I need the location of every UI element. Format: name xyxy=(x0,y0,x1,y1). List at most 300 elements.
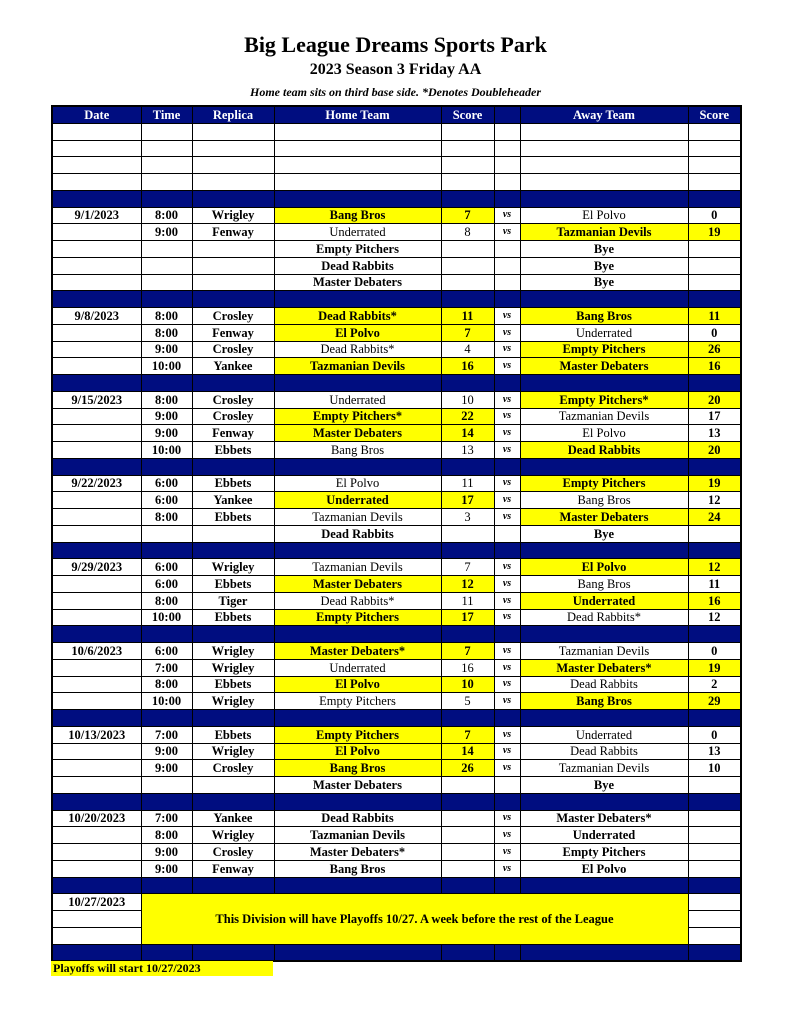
game-row xyxy=(52,609,741,626)
home-team-cell: Dead Rabbits* xyxy=(274,592,441,609)
replica-cell: Crosley xyxy=(192,341,274,358)
date-cell xyxy=(52,911,141,928)
home-score-cell: 10 xyxy=(441,391,494,408)
date-cell xyxy=(52,224,141,241)
date-cell xyxy=(52,777,141,794)
separator-cell xyxy=(52,542,141,559)
date-cell xyxy=(52,425,141,442)
separator-cell xyxy=(52,710,141,727)
separator-cell xyxy=(274,291,441,308)
separator-cell xyxy=(520,710,688,727)
away-score-cell: 11 xyxy=(688,308,741,325)
separator-cell xyxy=(441,793,494,810)
away-team-cell: Dead Rabbits xyxy=(520,743,688,760)
time-cell: 9:00 xyxy=(141,743,192,760)
empty-cell xyxy=(520,174,688,191)
home-score-cell xyxy=(441,241,494,258)
game-row xyxy=(52,207,741,224)
date-cell: 9/8/2023 xyxy=(52,308,141,325)
home-team-cell: Underrated xyxy=(274,659,441,676)
empty-cell xyxy=(441,174,494,191)
separator-cell xyxy=(141,190,192,207)
game-row xyxy=(52,860,741,877)
separator-cell xyxy=(520,375,688,392)
date-cell xyxy=(52,257,141,274)
vs-cell: vs xyxy=(494,559,520,576)
replica-cell: Ebbets xyxy=(192,676,274,693)
page-subtitle: 2023 Season 3 Friday AA xyxy=(309,61,482,78)
separator-cell xyxy=(688,291,741,308)
home-team-cell: Bang Bros xyxy=(274,442,441,459)
game-row xyxy=(52,844,741,861)
game-row xyxy=(52,559,741,576)
replica-cell: Crosley xyxy=(192,844,274,861)
home-team-cell: Master Debaters* xyxy=(274,643,441,660)
home-team-cell: Empty Pitchers xyxy=(274,241,441,258)
col-home-team: Home Team xyxy=(274,106,441,123)
date-cell xyxy=(52,525,141,542)
vs-cell: vs xyxy=(494,676,520,693)
separator-cell xyxy=(274,944,441,961)
away-team-cell: El Polvo xyxy=(520,425,688,442)
away-score-cell xyxy=(688,810,741,827)
separator-cell xyxy=(688,793,741,810)
empty-cell xyxy=(441,140,494,157)
separator-cell xyxy=(520,877,688,894)
home-team-cell: El Polvo xyxy=(274,743,441,760)
home-score-cell xyxy=(441,827,494,844)
replica-cell: Yankee xyxy=(192,358,274,375)
separator-cell xyxy=(141,877,192,894)
separator-cell xyxy=(52,877,141,894)
time-cell: 9:00 xyxy=(141,224,192,241)
away-team-cell: Underrated xyxy=(520,324,688,341)
away-team-cell: Bang Bros xyxy=(520,576,688,593)
away-score-cell: 20 xyxy=(688,391,741,408)
empty-cell xyxy=(192,140,274,157)
home-team-cell: Bang Bros xyxy=(274,860,441,877)
away-score-cell: 0 xyxy=(688,643,741,660)
empty-cell xyxy=(520,140,688,157)
empty-cell xyxy=(494,174,520,191)
game-row xyxy=(52,576,741,593)
separator-cell xyxy=(52,375,141,392)
home-score-cell: 11 xyxy=(441,592,494,609)
game-row xyxy=(52,442,741,459)
separator-cell xyxy=(141,375,192,392)
home-score-cell: 12 xyxy=(441,576,494,593)
time-cell: 8:00 xyxy=(141,308,192,325)
time-cell: 9:00 xyxy=(141,844,192,861)
home-score-cell: 22 xyxy=(441,408,494,425)
time-cell: 8:00 xyxy=(141,324,192,341)
replica-cell: Wrigley xyxy=(192,659,274,676)
game-row xyxy=(52,475,741,492)
away-score-cell: 0 xyxy=(688,726,741,743)
empty-cell xyxy=(274,157,441,174)
replica-cell: Crosley xyxy=(192,408,274,425)
game-row xyxy=(52,659,741,676)
date-cell xyxy=(52,408,141,425)
replica-cell: Wrigley xyxy=(192,827,274,844)
playoff-row xyxy=(52,894,741,911)
empty-cell xyxy=(52,140,141,157)
home-score-cell: 11 xyxy=(441,308,494,325)
away-team-cell: Bang Bros xyxy=(520,693,688,710)
vs-cell: vs xyxy=(494,827,520,844)
date-cell: 9/22/2023 xyxy=(52,475,141,492)
col-home-score: Score xyxy=(441,106,494,123)
separator-cell xyxy=(52,190,141,207)
away-score-cell: 2 xyxy=(688,676,741,693)
separator-cell xyxy=(494,190,520,207)
empty-cell xyxy=(520,157,688,174)
empty-cell xyxy=(141,174,192,191)
home-team-cell: Tazmanian Devils xyxy=(274,509,441,526)
time-cell xyxy=(141,274,192,291)
bye-row xyxy=(52,257,741,274)
away-team-cell: Bye xyxy=(520,777,688,794)
away-team-cell: Empty Pitchers xyxy=(520,475,688,492)
replica-cell: Wrigley xyxy=(192,693,274,710)
home-team-cell: Dead Rabbits xyxy=(274,810,441,827)
date-cell xyxy=(52,492,141,509)
empty-cell xyxy=(274,140,441,157)
date-cell: 10/20/2023 xyxy=(52,810,141,827)
empty-cell xyxy=(688,174,741,191)
home-score-cell: 26 xyxy=(441,760,494,777)
vs-cell: vs xyxy=(494,492,520,509)
away-score-cell: 13 xyxy=(688,743,741,760)
separator-cell xyxy=(520,542,688,559)
date-cell: 10/6/2023 xyxy=(52,643,141,660)
empty-cell xyxy=(494,157,520,174)
time-cell xyxy=(141,777,192,794)
replica-cell: Wrigley xyxy=(192,743,274,760)
empty-cell xyxy=(441,123,494,140)
game-row xyxy=(52,743,741,760)
game-row xyxy=(52,308,741,325)
away-score-cell: 24 xyxy=(688,509,741,526)
empty-cell xyxy=(520,123,688,140)
separator-cell xyxy=(494,710,520,727)
home-team-cell: El Polvo xyxy=(274,324,441,341)
vs-cell: vs xyxy=(494,308,520,325)
home-team-cell: Dead Rabbits* xyxy=(274,341,441,358)
home-score-cell: 7 xyxy=(441,726,494,743)
col-away-score: Score xyxy=(688,106,741,123)
away-score-cell: 16 xyxy=(688,592,741,609)
time-cell: 10:00 xyxy=(141,693,192,710)
game-row xyxy=(52,810,741,827)
away-score-cell xyxy=(688,274,741,291)
playoffs-footer-note: Playoffs will start 10/27/2023 xyxy=(51,961,273,976)
empty-cell xyxy=(274,123,441,140)
time-cell: 6:00 xyxy=(141,559,192,576)
date-cell xyxy=(52,324,141,341)
home-team-cell: Master Debaters xyxy=(274,576,441,593)
schedule-table xyxy=(51,105,742,962)
vs-cell: vs xyxy=(494,760,520,777)
separator-cell xyxy=(688,944,741,961)
away-team-cell: Tazmanian Devils xyxy=(520,224,688,241)
week-separator xyxy=(52,793,741,810)
empty-cell xyxy=(52,157,141,174)
time-cell: 10:00 xyxy=(141,609,192,626)
replica-cell xyxy=(192,777,274,794)
date-cell xyxy=(52,592,141,609)
blank-row xyxy=(52,174,741,191)
col-date: Date xyxy=(52,106,141,123)
page-title: Big League Dreams Sports Park xyxy=(244,32,547,57)
replica-cell: Fenway xyxy=(192,425,274,442)
game-row xyxy=(52,760,741,777)
time-cell: 7:00 xyxy=(141,810,192,827)
game-row xyxy=(52,492,741,509)
vs-cell: vs xyxy=(494,643,520,660)
home-team-cell: Dead Rabbits* xyxy=(274,308,441,325)
game-row xyxy=(52,827,741,844)
away-team-cell: Master Debaters* xyxy=(520,659,688,676)
home-score-cell: 7 xyxy=(441,207,494,224)
week-separator xyxy=(52,626,741,643)
home-score-cell: 5 xyxy=(441,693,494,710)
away-team-cell: Master Debaters xyxy=(520,358,688,375)
empty-cell xyxy=(141,123,192,140)
separator-cell xyxy=(192,877,274,894)
vs-cell: vs xyxy=(494,442,520,459)
week-separator xyxy=(52,375,741,392)
vs-cell: vs xyxy=(494,576,520,593)
away-score-cell: 13 xyxy=(688,425,741,442)
bye-row xyxy=(52,525,741,542)
away-team-cell: Bang Bros xyxy=(520,492,688,509)
away-team-cell: Master Debaters xyxy=(520,509,688,526)
game-row xyxy=(52,408,741,425)
separator-cell xyxy=(52,793,141,810)
separator-cell xyxy=(141,542,192,559)
separator-cell xyxy=(141,710,192,727)
home-score-cell xyxy=(441,860,494,877)
vs-cell xyxy=(494,525,520,542)
separator-cell xyxy=(441,458,494,475)
time-cell: 8:00 xyxy=(141,592,192,609)
away-score-cell xyxy=(688,911,741,928)
date-cell xyxy=(52,760,141,777)
empty-cell xyxy=(192,157,274,174)
away-score-cell xyxy=(688,257,741,274)
home-team-cell: Bang Bros xyxy=(274,207,441,224)
vs-cell xyxy=(494,777,520,794)
separator-cell xyxy=(274,793,441,810)
away-team-cell: El Polvo xyxy=(520,207,688,224)
away-score-cell: 19 xyxy=(688,475,741,492)
away-score-cell: 0 xyxy=(688,207,741,224)
time-cell: 8:00 xyxy=(141,391,192,408)
empty-cell xyxy=(192,123,274,140)
time-cell: 10:00 xyxy=(141,442,192,459)
game-row xyxy=(52,224,741,241)
separator-cell xyxy=(274,710,441,727)
separator-cell xyxy=(192,458,274,475)
replica-cell: Yankee xyxy=(192,810,274,827)
separator-cell xyxy=(441,291,494,308)
replica-cell: Ebbets xyxy=(192,442,274,459)
col-away-team: Away Team xyxy=(520,106,688,123)
home-team-cell: Master Debaters xyxy=(274,425,441,442)
replica-cell: Crosley xyxy=(192,308,274,325)
away-team-cell: Empty Pitchers xyxy=(520,341,688,358)
away-score-cell: 12 xyxy=(688,609,741,626)
replica-cell: Fenway xyxy=(192,324,274,341)
separator-cell xyxy=(141,626,192,643)
date-cell xyxy=(52,693,141,710)
replica-cell: Fenway xyxy=(192,860,274,877)
separator-cell xyxy=(192,944,274,961)
game-row xyxy=(52,726,741,743)
separator-cell xyxy=(441,190,494,207)
home-score-cell: 13 xyxy=(441,442,494,459)
home-score-cell: 16 xyxy=(441,358,494,375)
separator-cell xyxy=(494,291,520,308)
date-cell xyxy=(52,341,141,358)
home-team-cell: Tazmanian Devils xyxy=(274,559,441,576)
date-cell: 9/15/2023 xyxy=(52,391,141,408)
away-team-cell: Empty Pitchers* xyxy=(520,391,688,408)
time-cell xyxy=(141,525,192,542)
away-score-cell: 11 xyxy=(688,576,741,593)
home-score-cell xyxy=(441,777,494,794)
week-separator xyxy=(52,542,741,559)
home-team-cell: Underrated xyxy=(274,224,441,241)
home-team-cell: Empty Pitchers xyxy=(274,693,441,710)
date-cell xyxy=(52,358,141,375)
away-score-cell: 19 xyxy=(688,659,741,676)
home-score-cell: 14 xyxy=(441,425,494,442)
home-score-cell: 11 xyxy=(441,475,494,492)
vs-cell: vs xyxy=(494,509,520,526)
date-cell: 10/13/2023 xyxy=(52,726,141,743)
col-vs xyxy=(494,106,520,123)
away-score-cell: 29 xyxy=(688,693,741,710)
away-score-cell: 26 xyxy=(688,341,741,358)
separator-cell xyxy=(494,458,520,475)
date-cell: 10/27/2023 xyxy=(52,894,141,911)
replica-cell xyxy=(192,241,274,258)
empty-cell xyxy=(494,123,520,140)
vs-cell: vs xyxy=(494,659,520,676)
home-team-cell: Master Debaters* xyxy=(274,844,441,861)
separator-cell xyxy=(52,458,141,475)
date-cell xyxy=(52,659,141,676)
away-team-cell: Tazmanian Devils xyxy=(520,643,688,660)
date-cell xyxy=(52,743,141,760)
separator-cell xyxy=(494,793,520,810)
vs-cell: vs xyxy=(494,592,520,609)
date-cell xyxy=(52,442,141,459)
home-score-cell xyxy=(441,274,494,291)
separator-cell xyxy=(274,375,441,392)
separator-cell xyxy=(274,877,441,894)
blank-row xyxy=(52,140,741,157)
replica-cell xyxy=(192,257,274,274)
away-score-cell: 10 xyxy=(688,760,741,777)
empty-cell xyxy=(688,140,741,157)
header-row xyxy=(52,106,741,123)
time-cell: 7:00 xyxy=(141,659,192,676)
home-score-cell: 14 xyxy=(441,743,494,760)
separator-cell xyxy=(274,458,441,475)
away-score-cell xyxy=(688,927,741,944)
time-cell: 8:00 xyxy=(141,207,192,224)
away-team-cell: Bye xyxy=(520,525,688,542)
separator-cell xyxy=(688,710,741,727)
vs-cell: vs xyxy=(494,341,520,358)
away-score-cell xyxy=(688,525,741,542)
vs-cell: vs xyxy=(494,693,520,710)
date-cell xyxy=(52,274,141,291)
game-row xyxy=(52,324,741,341)
separator-cell xyxy=(441,710,494,727)
separator-cell xyxy=(494,542,520,559)
empty-cell xyxy=(141,140,192,157)
away-team-cell: El Polvo xyxy=(520,559,688,576)
game-row xyxy=(52,341,741,358)
vs-cell: vs xyxy=(494,475,520,492)
away-team-cell: Dead Rabbits xyxy=(520,676,688,693)
replica-cell: Ebbets xyxy=(192,509,274,526)
empty-cell xyxy=(52,174,141,191)
vs-cell: vs xyxy=(494,810,520,827)
time-cell: 8:00 xyxy=(141,676,192,693)
replica-cell: Wrigley xyxy=(192,559,274,576)
time-cell: 7:00 xyxy=(141,726,192,743)
week-separator xyxy=(52,877,741,894)
vs-cell: vs xyxy=(494,358,520,375)
replica-cell: Crosley xyxy=(192,760,274,777)
replica-cell xyxy=(192,525,274,542)
replica-cell: Tiger xyxy=(192,592,274,609)
away-score-cell: 17 xyxy=(688,408,741,425)
separator-cell xyxy=(520,944,688,961)
separator-cell xyxy=(494,877,520,894)
away-team-cell: Dead Rabbits* xyxy=(520,609,688,626)
away-score-cell xyxy=(688,894,741,911)
away-team-cell: Dead Rabbits xyxy=(520,442,688,459)
separator-cell xyxy=(52,626,141,643)
away-team-cell: Master Debaters* xyxy=(520,810,688,827)
away-team-cell: El Polvo xyxy=(520,860,688,877)
replica-cell: Wrigley xyxy=(192,643,274,660)
time-cell xyxy=(141,257,192,274)
game-row xyxy=(52,358,741,375)
game-row xyxy=(52,592,741,609)
home-team-cell: Dead Rabbits xyxy=(274,257,441,274)
separator-cell xyxy=(494,626,520,643)
separator-cell xyxy=(441,542,494,559)
time-cell: 9:00 xyxy=(141,425,192,442)
away-team-cell: Bye xyxy=(520,241,688,258)
separator-cell xyxy=(494,944,520,961)
separator-cell xyxy=(441,944,494,961)
home-score-cell xyxy=(441,257,494,274)
home-team-cell: El Polvo xyxy=(274,475,441,492)
separator-cell xyxy=(688,458,741,475)
home-score-cell xyxy=(441,810,494,827)
empty-cell xyxy=(441,157,494,174)
date-cell xyxy=(52,927,141,944)
home-team-cell: Dead Rabbits xyxy=(274,525,441,542)
